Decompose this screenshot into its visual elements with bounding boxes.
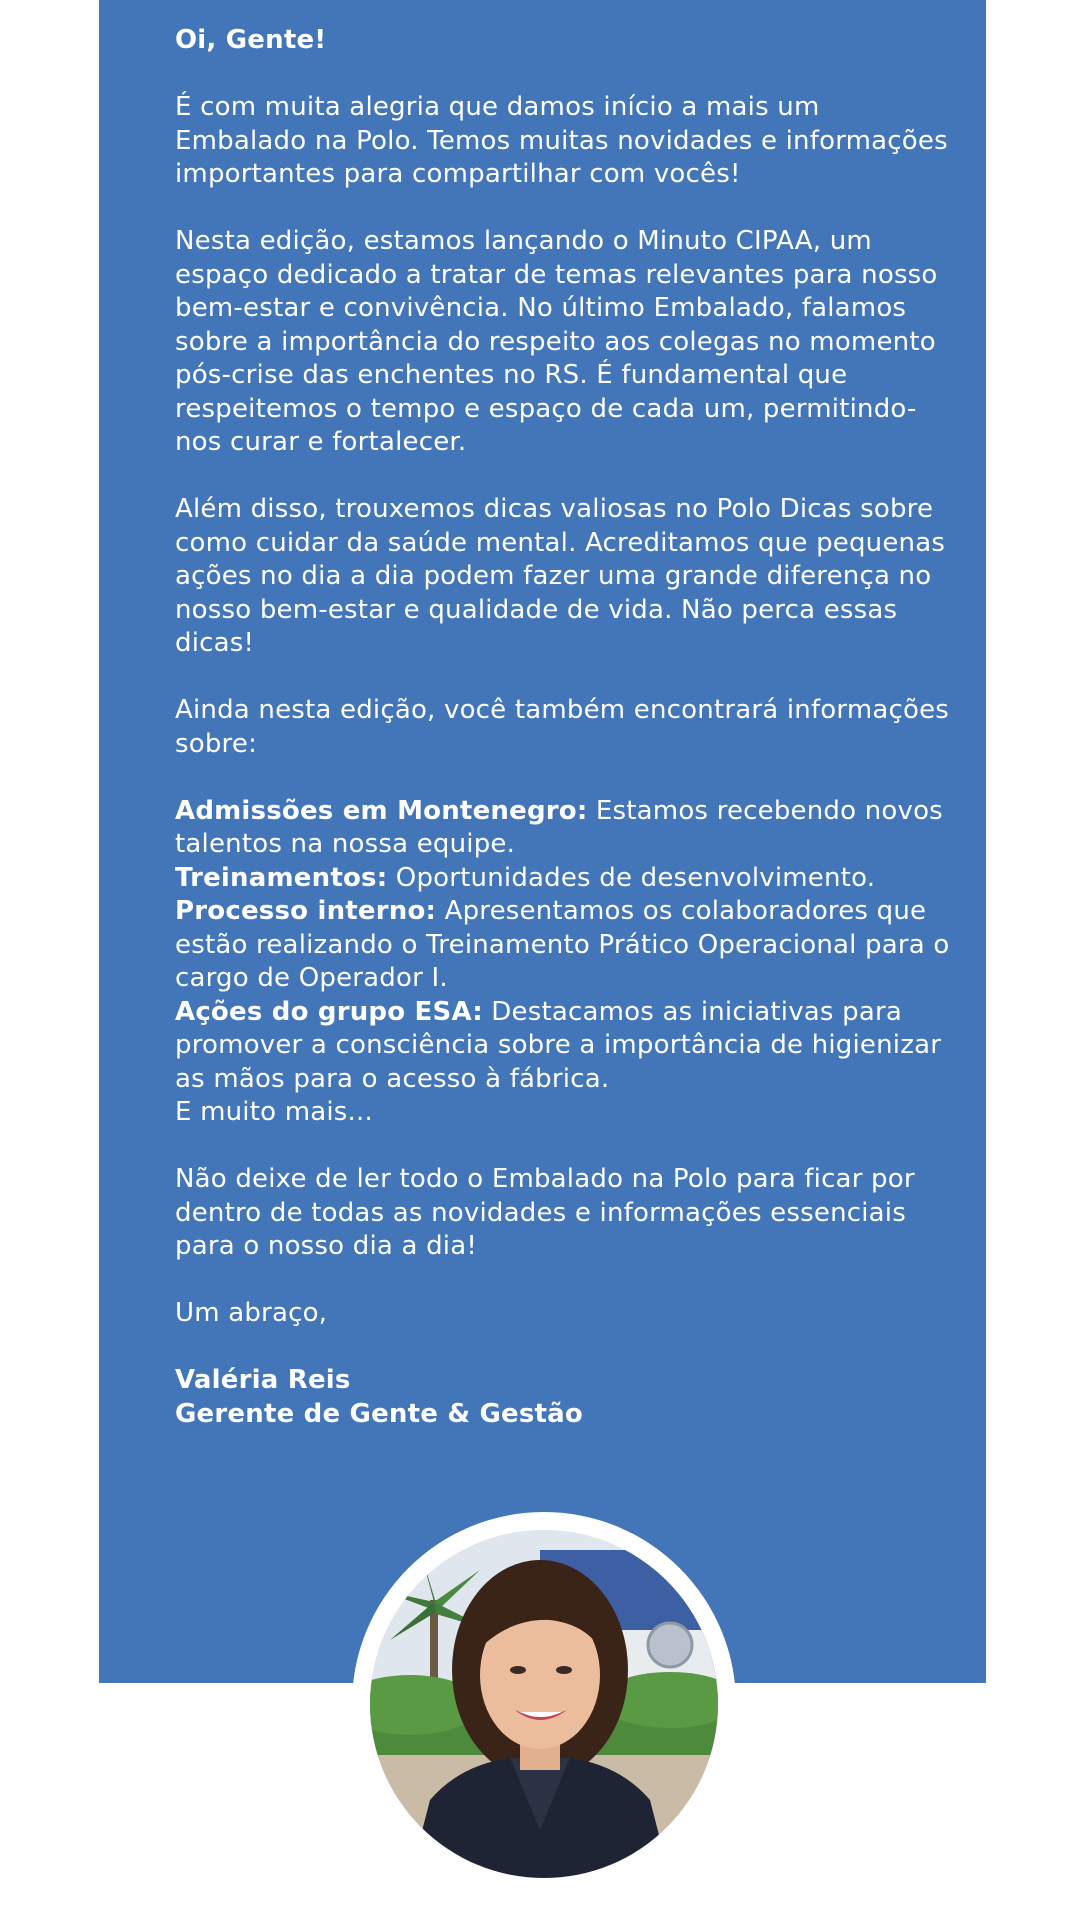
letter-body bbox=[175, 24, 955, 1431]
signature bbox=[175, 1364, 955, 1431]
signature-name: Valéria Reis bbox=[175, 1365, 351, 1395]
item-title: Treinamentos: bbox=[175, 862, 388, 893]
greeting: Oi, Gente! bbox=[175, 25, 327, 55]
list-item bbox=[175, 795, 955, 862]
paragraph-read-more: Não deixe de ler todo o Embalado na Polo para ficar por dentro de todas as novidades e informações essenciais para o nosso dia a dia! bbox=[175, 1164, 915, 1261]
item-text: Estamos recebendo novos talentos na nossa equipe. bbox=[175, 795, 943, 859]
item-title: Processo interno: bbox=[175, 896, 437, 926]
list-item bbox=[175, 895, 955, 996]
list-item bbox=[175, 996, 955, 1097]
item-text: Oportunidades de desenvolvimento. bbox=[387, 862, 876, 893]
paragraph-edition-topics: Ainda nesta edição, você também encontrará informações sobre: bbox=[175, 695, 950, 759]
signature-role: Gerente de Gente & Gestão bbox=[175, 1398, 583, 1429]
paragraph-cipaa: Nesta edição, estamos lançando o Minuto CIPAA, um espaço dedicado a tratar de temas relevantes para nosso bem-estar e convivência. No último Embalado, falamos sobre a importância do respeito aos colegas no momento pós-crise das enchentes no RS. É fundamental que respeitemos o tempo e espaço de cada um, permitindo-nos curar e fortalecer. bbox=[175, 226, 938, 457]
item-text: Destacamos as iniciativas para promover a consciência sobre a importância de higienizar as mãos para o acesso à fábrica. bbox=[175, 996, 942, 1094]
items-closing: E muito mais... bbox=[175, 1097, 373, 1127]
paragraph-polo-dicas: Além disso, trouxemos dicas valiosas no Polo Dicas sobre como cuidar da saúde mental. Acreditamos que pequenas ações no dia a dia podem fazer uma grande diferença no nosso bem-estar e qualidade de vida. Não perca essas dicas! bbox=[175, 494, 946, 658]
list-item bbox=[175, 862, 955, 896]
portrait-frame bbox=[352, 1512, 736, 1896]
closing: Um abraço, bbox=[175, 1298, 328, 1328]
item-title: Ações do grupo ESA: bbox=[175, 996, 483, 1027]
paragraph-intro: É com muita alegria que damos início a mais um Embalado na Polo. Temos muitas novidades e informações importantes para compartilhar com vocês! bbox=[175, 92, 948, 189]
portrait-illustration bbox=[370, 1530, 718, 1878]
item-title: Admissões em Montenegro: bbox=[175, 795, 588, 826]
portrait-photo bbox=[370, 1530, 718, 1878]
item-text: Apresentamos os colaboradores que estão realizando o Treinamento Prático Operacional para o cargo de Operador I. bbox=[175, 896, 950, 993]
